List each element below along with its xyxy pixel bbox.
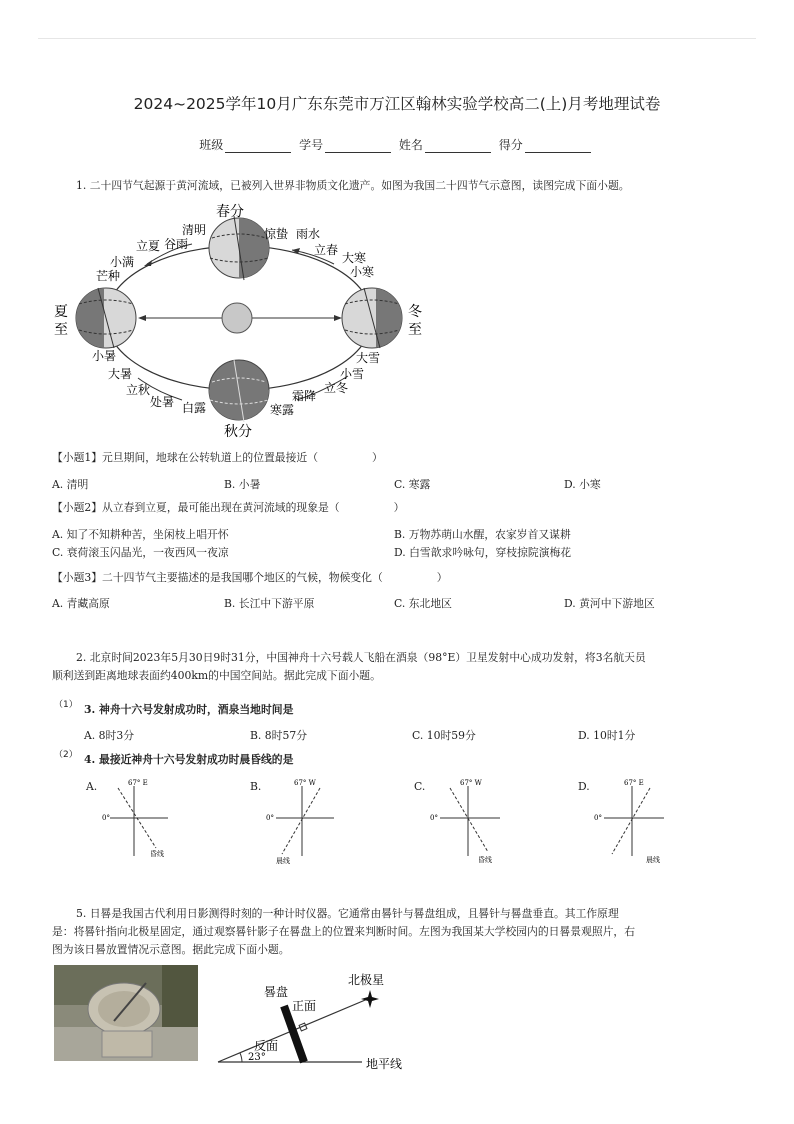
- q1-sub1-option-b[interactable]: B. 小暑: [224, 478, 261, 491]
- q5-text-line1: 5. 日晷是我国古代利用日影测得时刻的一种计时仪器。它通常由晷针与晷盘组成，且晷针与晷盘垂直。其工作原理: [76, 907, 619, 920]
- dial-plate: [284, 1006, 304, 1062]
- id-blank[interactable]: [325, 140, 391, 153]
- earth-summer-solstice-icon: [66, 280, 136, 360]
- label-shuangjiang: 霜降: [292, 389, 317, 403]
- page-title: 2024~2025学年10月广东东莞市万江区翰林实验学校高二(上)月考地理试卷: [133, 95, 661, 113]
- label-dongzhi-1: 冬: [408, 304, 422, 320]
- terminator-diagram-c: [430, 776, 510, 866]
- q1-sub1-option-a[interactable]: A. 清明: [52, 478, 89, 491]
- mini-b-lat: 67° W: [294, 779, 316, 787]
- label-xiaoxue: 小雪: [340, 367, 365, 381]
- mini-a-eq: 0°: [102, 814, 110, 822]
- label-dahan: 大寒: [342, 251, 367, 265]
- mini-a-line: 昏线: [150, 850, 164, 858]
- q1-sub2-stem: 【小题2】从立春到立夏，最可能出现在黄河流域的现象是（ ）: [52, 501, 405, 514]
- mini-d-lat: 67° E: [624, 779, 644, 787]
- q5-text-line3: 图为该日晷放置情况示意图。据此完成下面小题。: [52, 943, 290, 956]
- q1-sub3-stem: 【小题3】二十四节气主要描述的是我国哪个地区的气候，物候变化（ ）: [52, 571, 448, 584]
- label-dial: 晷盘: [264, 985, 289, 999]
- label-mangzhong: 芒种: [96, 269, 121, 283]
- solar-terms-diagram: [52, 200, 432, 440]
- q5-text-line2: 是：将晷针指向北极星固定，通过观察晷针影子在晷盘上的位置来判断时间。左图为我国某大学校园内的日晷景观照片，右: [52, 925, 636, 938]
- mini-c-eq: 0°: [430, 814, 438, 822]
- q1-sub1-option-c[interactable]: C. 寒露: [394, 478, 431, 491]
- mini-d-line: 晨线: [646, 856, 660, 864]
- mini-b-line: 晨线: [276, 857, 290, 865]
- q1-sub3-option-d[interactable]: D. 黄河中下游地区: [564, 597, 655, 610]
- score-blank[interactable]: [525, 140, 591, 153]
- q2-intro-line1: 2. 北京时间2023年5月30日9时31分，中国神舟十六号载人飞船在酒泉（98°E）卫星发射中心成功发射，将3名航天员: [76, 651, 646, 664]
- q2-sub1-tag: （1）: [54, 700, 78, 710]
- q2-sub1-option-d[interactable]: D. 10时1分: [578, 729, 636, 742]
- terminator-diagram-b: [266, 776, 346, 866]
- sundial-diagram: [212, 968, 422, 1076]
- q1-sub3-option-b[interactable]: B. 长江中下游平原: [224, 597, 315, 610]
- q2-sub2-option-d[interactable]: D.: [578, 780, 590, 793]
- label-back: 反面: [254, 1039, 279, 1053]
- name-label: 姓名: [398, 138, 423, 152]
- earth-spring-equinox-icon: [209, 210, 279, 290]
- q2-sub2-stem: 4. 最接近神舟十六号发射成功时晨昏线的是: [84, 753, 294, 766]
- mini-a-lat: 67° E: [128, 779, 148, 787]
- terminator-diagram-d: [594, 776, 674, 866]
- label-yushui: 雨水: [296, 227, 321, 241]
- label-angle: 23°: [248, 1052, 266, 1063]
- label-liqiu: 立秋: [126, 383, 151, 397]
- q2-sub2-option-c[interactable]: C.: [414, 780, 426, 793]
- id-label: 学号: [299, 138, 324, 152]
- label-chunfen: 春分: [216, 204, 244, 220]
- name-blank[interactable]: [425, 140, 491, 153]
- label-bailu: 白露: [182, 401, 207, 415]
- label-hanlu: 寒露: [270, 403, 295, 417]
- label-lichun: 立春: [314, 243, 339, 257]
- q1-sub2-option-a[interactable]: A. 知了不知耕种苦，坐闲枝上唱开怀: [52, 528, 229, 541]
- mini-c-line: 昏线: [478, 856, 492, 864]
- student-info-line: [0, 136, 794, 153]
- q1-intro: 1. 二十四节气起源于黄河流域，已被列入世界非物质文化遗产。如图为我国二十四节气示意图，读图完成下面小题。: [76, 179, 630, 192]
- label-chushu: 处暑: [150, 395, 175, 409]
- sun-icon: [222, 303, 252, 333]
- label-xiaoshu: 小暑: [92, 349, 117, 363]
- label-qingming: 清明: [182, 223, 207, 237]
- label-guyu: 谷雨: [164, 237, 189, 251]
- q1-sub3-option-c[interactable]: C. 东北地区: [394, 597, 452, 610]
- label-qiufen: 秋分: [224, 424, 252, 440]
- label-daxue: 大雪: [356, 351, 381, 365]
- q2-sub1-option-c[interactable]: C. 10时59分: [412, 729, 476, 742]
- mini-d-eq: 0°: [594, 814, 602, 822]
- q2-intro-line2: 顺利送到距离地球表面约400km的中国空间站。据此完成下面小题。: [52, 669, 381, 682]
- label-dongzhi-2: 至: [408, 322, 422, 338]
- class-blank[interactable]: [225, 140, 291, 153]
- terminator-diagram-a: [100, 776, 180, 864]
- label-polaris: 北极星: [348, 973, 385, 987]
- label-dashu: 大暑: [108, 367, 133, 381]
- label-lidong: 立冬: [324, 381, 349, 395]
- polaris-star-icon: [361, 990, 379, 1008]
- label-xiazhi-1: 夏: [54, 304, 68, 320]
- label-lixia: 立夏: [136, 239, 161, 253]
- q2-sub2-option-a[interactable]: A.: [86, 780, 98, 793]
- page-top-rule: [38, 38, 756, 39]
- q2-sub2-option-b[interactable]: B.: [250, 780, 262, 793]
- q2-sub2-tag: （2）: [54, 750, 78, 760]
- score-label: 得分: [498, 138, 523, 152]
- q1-sub2-option-d[interactable]: D. 白雪歆求吟咏句，穿枝掠院演梅花: [394, 546, 572, 559]
- label-jingzhe: 惊蛰: [264, 227, 289, 241]
- label-xiaohan: 小寒: [350, 265, 375, 279]
- class-label: 班级: [199, 138, 224, 152]
- mini-c-lat: 67° W: [460, 779, 482, 787]
- q1-sub2-option-b[interactable]: B. 万物苏萌山水醒，农家岁首又谋耕: [394, 528, 571, 541]
- earth-autumn-equinox-icon: [199, 360, 279, 430]
- label-front: 正面: [292, 999, 317, 1013]
- label-horizon: 地平线: [366, 1057, 403, 1071]
- q1-sub1-option-d[interactable]: D. 小寒: [564, 478, 601, 491]
- mini-b-eq: 0°: [266, 814, 274, 822]
- q1-sub3-option-a[interactable]: A. 青藏高原: [52, 597, 110, 610]
- sundial-photo: [54, 965, 198, 1061]
- label-xiaoman: 小满: [110, 255, 135, 269]
- q1-sub2-option-c[interactable]: C. 衰荷滚玉闪晶光，一夜西风一夜凉: [52, 546, 229, 559]
- q1-sub1-stem: 【小题1】元旦期间，地球在公转轨道上的位置最接近（ ）: [52, 451, 383, 464]
- q2-sub1-option-a[interactable]: A. 8时3分: [84, 729, 134, 742]
- q2-sub1-option-b[interactable]: B. 8时57分: [250, 729, 307, 742]
- earth-winter-solstice-icon: [342, 280, 414, 360]
- q2-sub1-stem: 3. 神舟十六号发射成功时，酒泉当地时间是: [84, 703, 294, 716]
- label-xiazhi-2: 至: [54, 322, 68, 338]
